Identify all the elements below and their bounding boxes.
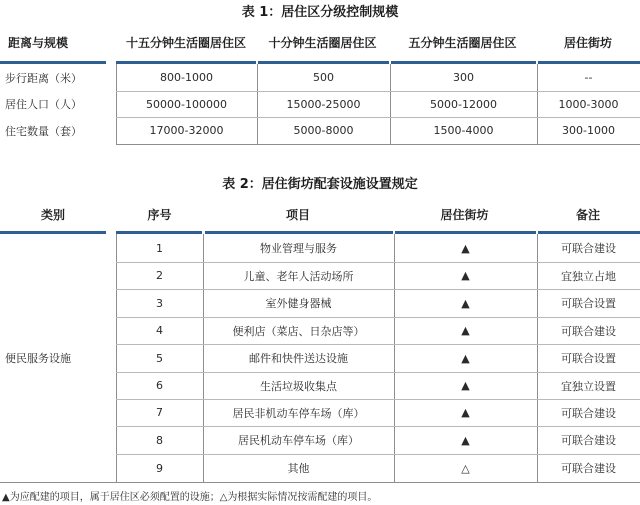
t2-header-remark: 备注 <box>575 207 600 222</box>
t2-row-item: 邮件和快件送达设施 <box>249 352 348 365</box>
t2-row-item: 室外健身器械 <box>265 297 332 310</box>
t2-header-category: 类别 <box>40 207 65 222</box>
t2-row-mark: ▲ <box>461 406 470 419</box>
t1-cell: 15000-25000 <box>286 97 361 111</box>
t2-row-mark: ▲ <box>461 351 470 365</box>
t2-row-item: 儿童、老年人活动场所 <box>243 269 354 283</box>
t2-row-number: 3 <box>156 296 163 310</box>
t2-row-mark: ▲ <box>461 433 470 447</box>
t1-row-label: 居住人口（人） <box>5 98 82 111</box>
t2-row-number: 8 <box>156 433 163 447</box>
t1-cell: 500 <box>313 71 334 84</box>
t1-cell: 17000-32000 <box>149 124 224 137</box>
t1-header-5min: 五分钟生活圈居住区 <box>408 35 517 50</box>
t2-row-mark: ▲ <box>461 296 470 310</box>
t1-cell: -- <box>584 71 593 84</box>
t1-cell: 5000-12000 <box>430 97 497 111</box>
t2-row-item: 居民非机动车停车场（库） <box>232 406 365 420</box>
t1-header-block: 居住街坊 <box>563 35 612 50</box>
t2-row-number: 5 <box>156 351 163 365</box>
t1-grid-line <box>116 144 640 145</box>
t2-row-remark: 可联合建设 <box>561 324 616 338</box>
t2-row-remark: 宜独立占地 <box>561 269 616 283</box>
t2-row-remark: 可联合设置 <box>561 297 616 310</box>
t1-cell: 50000-100000 <box>146 97 227 111</box>
t2-row-item: 生活垃圾收集点 <box>260 379 337 393</box>
t2-row-remark: 可联合建设 <box>561 406 616 420</box>
t2-row-item: 其他 <box>287 462 310 475</box>
t1-cell: 1000-3000 <box>558 97 619 111</box>
t2-row-number: 7 <box>156 406 163 419</box>
t2-row-number: 9 <box>156 461 163 475</box>
t2-row-number: 2 <box>156 269 163 282</box>
t2-row-item: 居民机动车停车场（库） <box>238 434 359 447</box>
t2-row-remark: 宜独立设置 <box>561 379 616 393</box>
t2-row-mark: ▲ <box>461 241 470 255</box>
table2-footnote: ▲为应配建的项目，属于居住区必须配置的设施；△为根据实际情况按需配建的项目。 <box>2 492 378 503</box>
t1-row-label: 步行距离（米） <box>5 71 82 85</box>
t2-bottom-rule <box>0 482 640 483</box>
table2-caption: 表 2：居住街坊配套设施设置规定 <box>222 177 418 192</box>
t2-row-item: 便利店（菜店、日杂店等） <box>232 324 365 338</box>
t1-row-label: 住宅数量（套） <box>5 124 82 138</box>
t1-cell: 300-1000 <box>562 124 615 137</box>
t2-header-item: 项目 <box>285 207 310 222</box>
t2-row-mark: ▲ <box>461 324 470 337</box>
t2-row-remark: 可联合建设 <box>561 434 616 447</box>
t2-row-mark: ▲ <box>461 269 470 282</box>
t2-row-item: 物业管理与服务 <box>260 242 337 255</box>
t2-row-remark: 可联合建设 <box>561 242 616 255</box>
t2-row-remark: 可联合设置 <box>561 352 616 365</box>
t2-header-block: 居住街坊 <box>440 207 489 222</box>
t1-header-scale: 距离与规模 <box>8 35 69 50</box>
t2-row-mark: ▲ <box>461 379 470 392</box>
table1-caption: 表 1：居住区分级控制规模 <box>241 5 399 20</box>
t2-row-remark: 可联合建设 <box>561 462 616 475</box>
t2-category-cell: 便民服务设施 <box>5 352 71 365</box>
t1-header-10min: 十分钟生活圈居住区 <box>268 35 377 50</box>
t1-header-15min: 十五分钟生活圈居住区 <box>125 35 246 50</box>
t2-row-mark: △ <box>461 461 470 475</box>
t2-header-number: 序号 <box>147 207 172 222</box>
t2-row-number: 1 <box>156 241 163 255</box>
t1-cell: 5000-8000 <box>293 124 354 137</box>
t2-row-number: 6 <box>156 379 163 392</box>
t1-cell: 300 <box>453 71 474 84</box>
t1-cell: 1500-4000 <box>433 124 494 137</box>
t2-row-number: 4 <box>156 324 163 337</box>
t1-cell: 800-1000 <box>160 71 213 84</box>
